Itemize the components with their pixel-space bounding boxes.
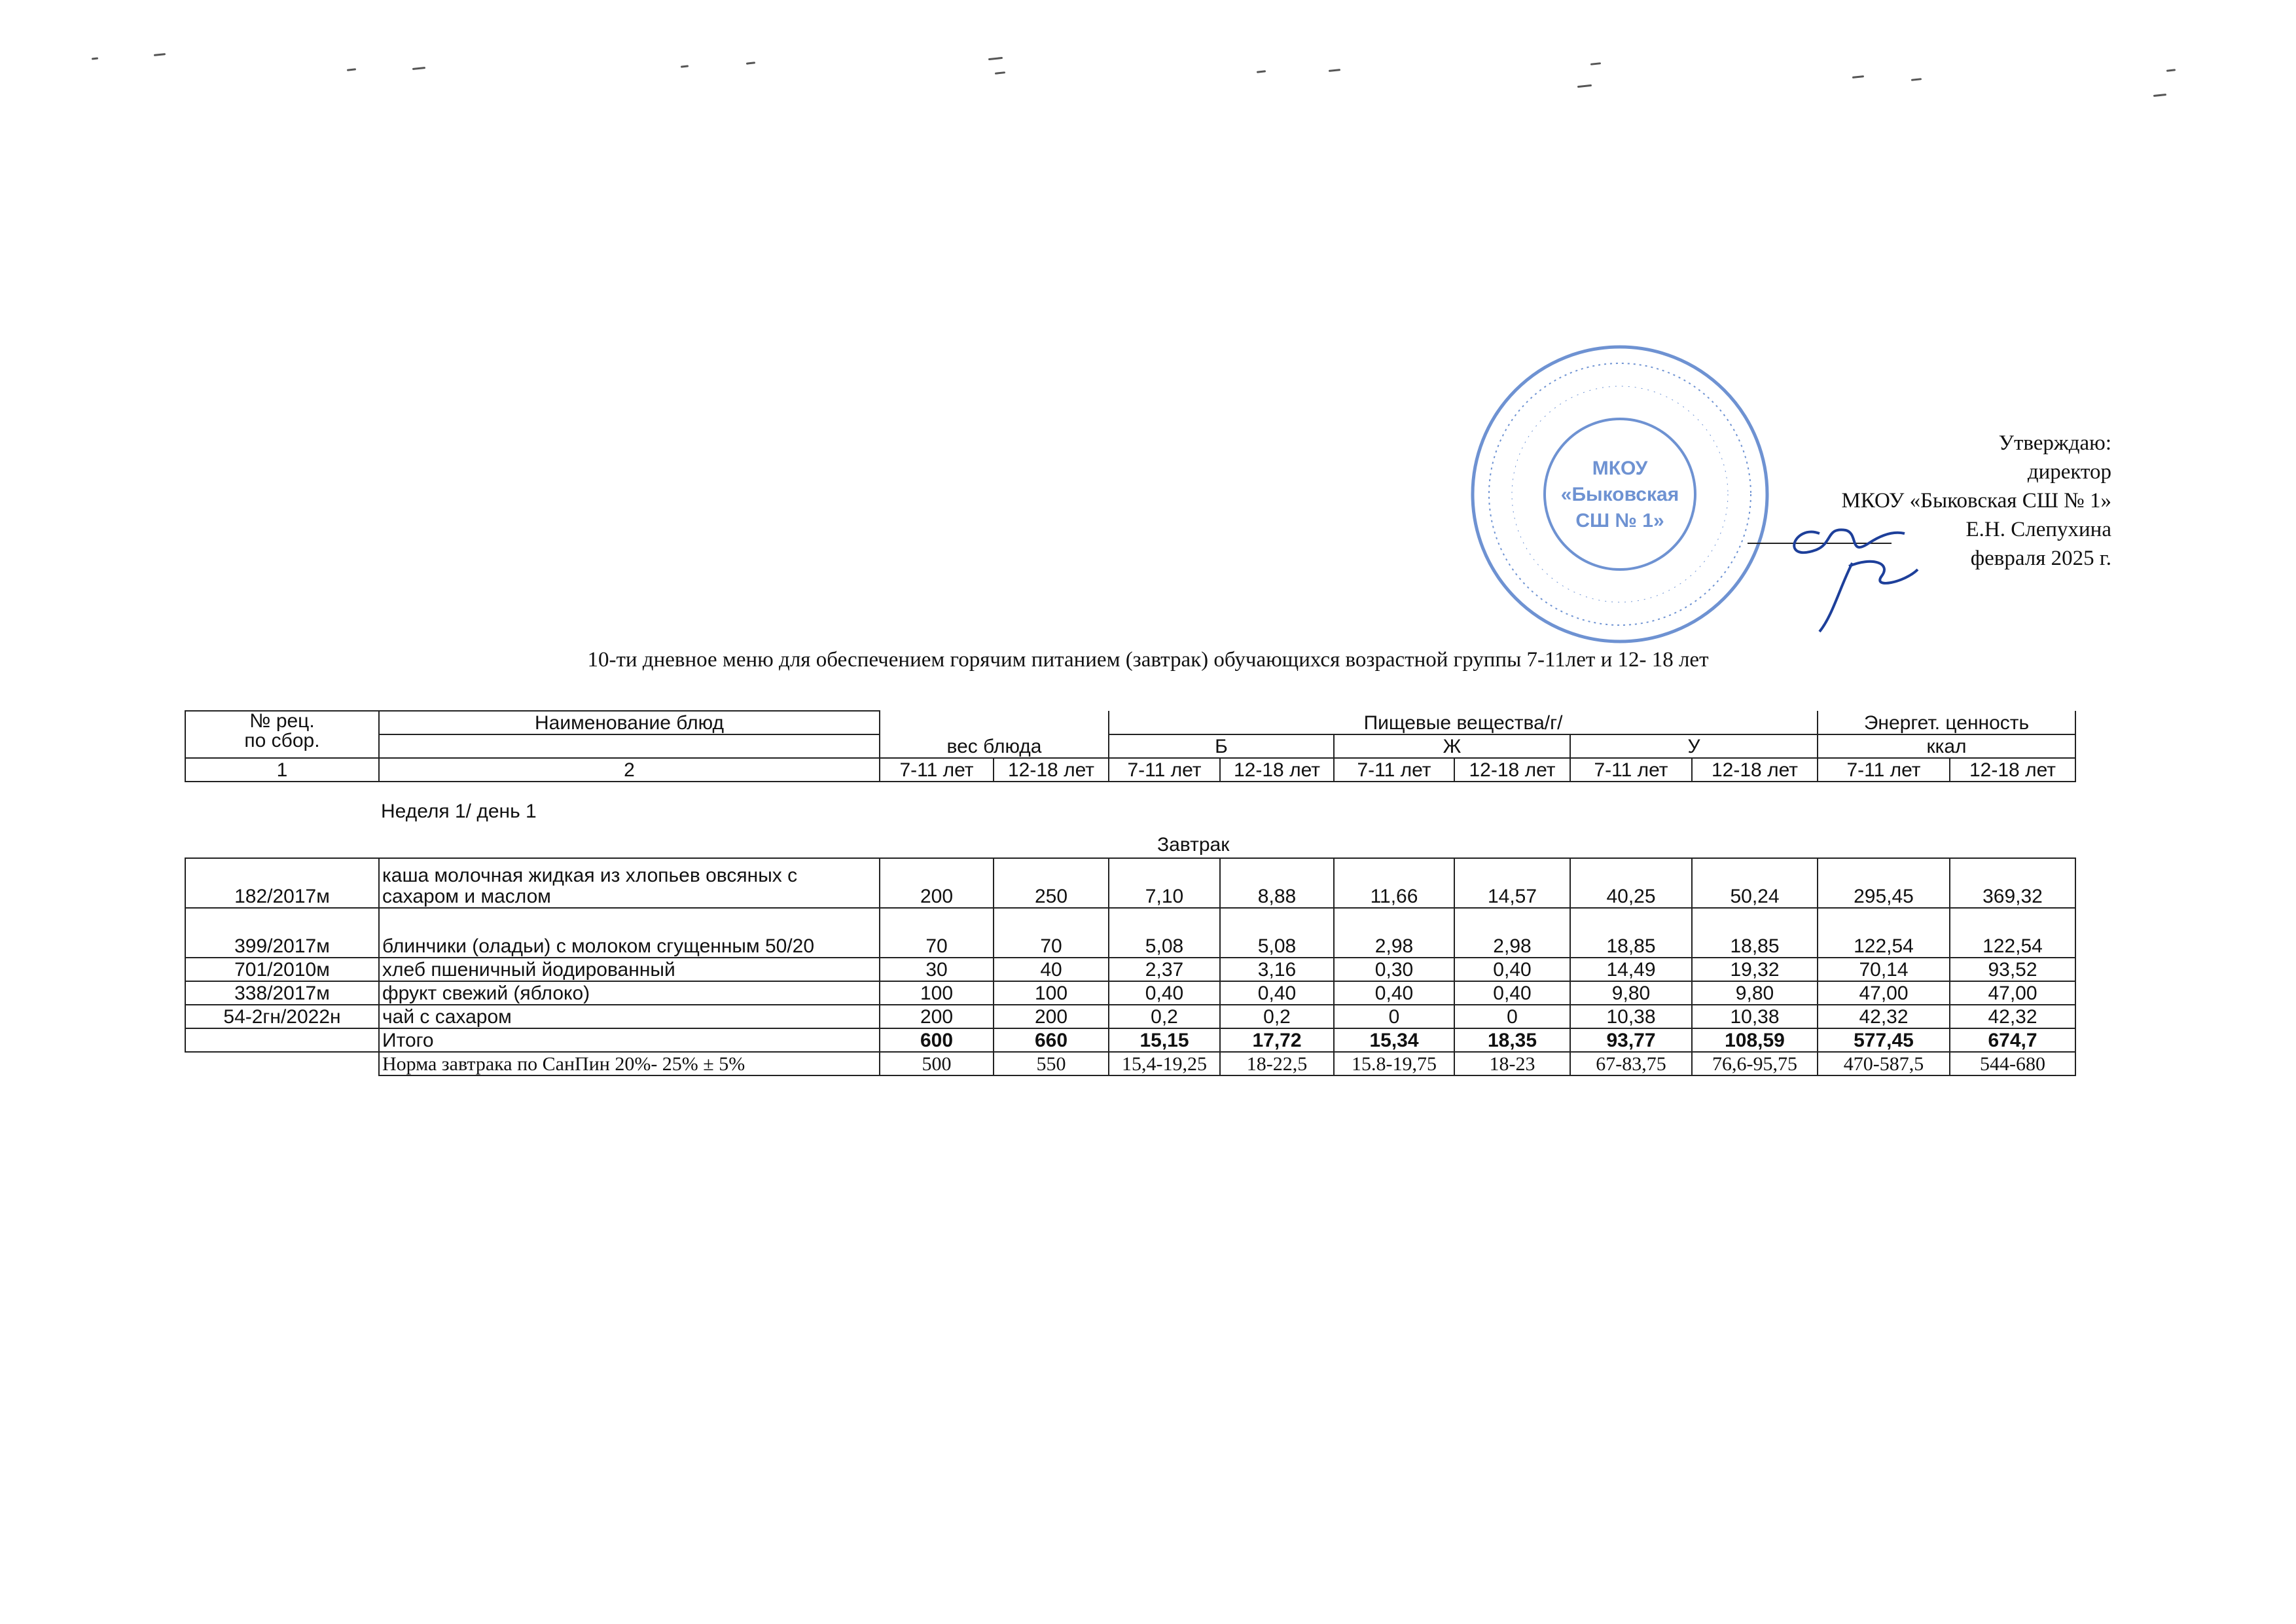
fat-12-18: 0	[1454, 1005, 1570, 1028]
carb-12-18: 9,80	[1692, 981, 1818, 1005]
total-e2: 674,7	[1950, 1028, 2075, 1052]
total-z1: 15,34	[1334, 1028, 1454, 1052]
total-w1: 600	[880, 1028, 994, 1052]
norm-b1: 15,4-19,25	[1109, 1052, 1220, 1075]
stamp-line-1: МКОУ	[1592, 458, 1648, 479]
fat-age-b: 12-18 лет	[1454, 758, 1570, 782]
carb-7-11: 10,38	[1570, 1005, 1692, 1028]
approval-line-3: МКОУ «Быковская СШ № 1»	[1841, 489, 2111, 513]
recipe-number-header	[185, 711, 379, 758]
protein-12-18: 0,40	[1220, 981, 1334, 1005]
protein-7-11: 5,08	[1109, 908, 1220, 958]
director-signature	[1741, 504, 1957, 635]
approval-line-2: директор	[2027, 460, 2111, 484]
total-z2: 18,35	[1454, 1028, 1570, 1052]
carb-age-a: 7-11 лет	[1570, 758, 1692, 782]
weight-7-11: 30	[880, 958, 994, 981]
column-number-1: 1	[185, 758, 379, 782]
recipe-code: 701/2010м	[185, 958, 379, 981]
weight-12-18: 40	[994, 958, 1109, 981]
norm-e1: 470-587,5	[1818, 1052, 1950, 1075]
protein-age-a: 7-11 лет	[1109, 758, 1220, 782]
recipe-code: 338/2017м	[185, 981, 379, 1005]
protein-7-11: 0,40	[1109, 981, 1220, 1005]
fat-12-18: 2,98	[1454, 908, 1570, 958]
carb-12-18: 10,38	[1692, 1005, 1818, 1028]
nutrients-header: Пищевые вещества/г/	[1109, 711, 1818, 734]
recipe-src-label: по сбор.	[244, 730, 320, 751]
meal-label: Завтрак	[1157, 834, 1230, 856]
kcal-12-18: 42,32	[1950, 1005, 2075, 1028]
dish-row	[185, 908, 2075, 958]
carb-12-18: 50,24	[1692, 858, 1818, 908]
kcal-12-18: 93,52	[1950, 958, 2075, 981]
kcal-12-18: 369,32	[1950, 858, 2075, 908]
fat-12-18: 0,40	[1454, 958, 1570, 981]
approval-line-4: Е.Н. Слепухина	[1965, 518, 2111, 541]
weight-12-18: 70	[994, 908, 1109, 958]
energy-header: Энергет. ценность	[1818, 711, 2075, 734]
norm-b2: 18-22,5	[1220, 1052, 1334, 1075]
kcal-age-a: 7-11 лет	[1818, 758, 1950, 782]
recipe-code: 182/2017м	[185, 858, 379, 908]
total-code-cell	[185, 1028, 379, 1052]
norm-z1: 15.8-19,75	[1334, 1052, 1454, 1075]
fat-age-a: 7-11 лет	[1334, 758, 1454, 782]
dish-name-sub	[379, 734, 880, 758]
kcal-7-11: 70,14	[1818, 958, 1950, 981]
total-row	[185, 1028, 2075, 1052]
kcal-header: ккал	[1818, 734, 2075, 758]
stamp-line-2: «Быковская	[1560, 484, 1679, 505]
recipe-no-label: № рец.	[249, 710, 315, 732]
official-stamp	[1466, 340, 1774, 648]
column-number-2: 2	[379, 758, 880, 782]
norm-u2: 76,6-95,75	[1692, 1052, 1818, 1075]
dish-row	[185, 858, 2075, 908]
document-title: 10-ти дневное меню для обеспечением горячим питанием (завтрак) обучающихся возрастной группы 7-11лет и 12- 18 лет	[587, 648, 1709, 672]
fat-7-11: 0,30	[1334, 958, 1454, 981]
dish-name: фрукт свежий (яблоко)	[379, 981, 880, 1005]
weight-age-a: 7-11 лет	[880, 758, 994, 782]
weight-7-11: 200	[880, 1005, 994, 1028]
kcal-7-11: 122,54	[1818, 908, 1950, 958]
protein-7-11: 7,10	[1109, 858, 1220, 908]
carb-12-18: 19,32	[1692, 958, 1818, 981]
fat-7-11: 11,66	[1334, 858, 1454, 908]
protein-12-18: 8,88	[1220, 858, 1334, 908]
fat-7-11: 0	[1334, 1005, 1454, 1028]
fat-header: Ж	[1334, 734, 1570, 758]
carb-7-11: 9,80	[1570, 981, 1692, 1005]
total-label: Итого	[379, 1028, 880, 1052]
fat-7-11: 0,40	[1334, 981, 1454, 1005]
norm-code-cell	[185, 1052, 379, 1075]
kcal-12-18: 47,00	[1950, 981, 2075, 1005]
norm-row	[185, 1052, 2075, 1075]
carb-7-11: 18,85	[1570, 908, 1692, 958]
approval-line-1: Утверждаю:	[1998, 431, 2111, 455]
protein-12-18: 5,08	[1220, 908, 1334, 958]
carb-7-11: 14,49	[1570, 958, 1692, 981]
protein-7-11: 0,2	[1109, 1005, 1220, 1028]
weight-7-11: 100	[880, 981, 994, 1005]
dish-name: чай с сахаром	[379, 1005, 880, 1028]
weight-7-11: 70	[880, 908, 994, 958]
kcal-age-b: 12-18 лет	[1950, 758, 2075, 782]
dish-row	[185, 981, 2075, 1005]
week-day-label: Неделя 1/ день 1	[381, 801, 537, 822]
total-b1: 15,15	[1109, 1028, 1220, 1052]
carb-12-18: 18,85	[1692, 908, 1818, 958]
fat-12-18: 0,40	[1454, 981, 1570, 1005]
protein-7-11: 2,37	[1109, 958, 1220, 981]
total-u1: 93,77	[1570, 1028, 1692, 1052]
kcal-12-18: 122,54	[1950, 908, 2075, 958]
norm-e2: 544-680	[1950, 1052, 2075, 1075]
protein-age-b: 12-18 лет	[1220, 758, 1334, 782]
protein-12-18: 0,2	[1220, 1005, 1334, 1028]
weight-header: вес блюда	[880, 711, 1109, 758]
menu-body-table	[185, 857, 2076, 1076]
dish-row	[185, 958, 2075, 981]
norm-u1: 67-83,75	[1570, 1052, 1692, 1075]
weight-7-11: 200	[880, 858, 994, 908]
weight-12-18: 200	[994, 1005, 1109, 1028]
recipe-code: 399/2017м	[185, 908, 379, 958]
dish-row	[185, 1005, 2075, 1028]
menu-header-table	[185, 710, 2076, 782]
dish-name-header: Наименование блюд	[379, 711, 880, 734]
norm-w2: 550	[994, 1052, 1109, 1075]
approval-line-5: февраля 2025 г.	[1970, 547, 2111, 570]
recipe-code: 54-2гн/2022н	[185, 1005, 379, 1028]
total-e1: 577,45	[1818, 1028, 1950, 1052]
dish-name: каша молочная жидкая из хлопьев овсяных с сахаром и маслом	[379, 858, 880, 908]
fat-12-18: 14,57	[1454, 858, 1570, 908]
protein-header: Б	[1109, 734, 1334, 758]
weight-12-18: 250	[994, 858, 1109, 908]
norm-label: Норма завтрака по СанПин 20%- 25% ± 5%	[379, 1052, 880, 1075]
kcal-7-11: 295,45	[1818, 858, 1950, 908]
kcal-7-11: 47,00	[1818, 981, 1950, 1005]
norm-z2: 18-23	[1454, 1052, 1570, 1075]
carb-age-b: 12-18 лет	[1692, 758, 1818, 782]
stamp-line-3: СШ № 1»	[1575, 510, 1664, 532]
norm-w1: 500	[880, 1052, 994, 1075]
carb-header: У	[1570, 734, 1818, 758]
total-w2: 660	[994, 1028, 1109, 1052]
scan-marks	[0, 0, 2296, 118]
total-b2: 17,72	[1220, 1028, 1334, 1052]
protein-12-18: 3,16	[1220, 958, 1334, 981]
kcal-7-11: 42,32	[1818, 1005, 1950, 1028]
weight-12-18: 100	[994, 981, 1109, 1005]
carb-7-11: 40,25	[1570, 858, 1692, 908]
total-u2: 108,59	[1692, 1028, 1818, 1052]
fat-7-11: 2,98	[1334, 908, 1454, 958]
dish-name: хлеб пшеничный йодированный	[379, 958, 880, 981]
weight-age-b: 12-18 лет	[994, 758, 1109, 782]
dish-name: блинчики (оладьи) с молоком сгущенным 50/20	[379, 908, 880, 958]
